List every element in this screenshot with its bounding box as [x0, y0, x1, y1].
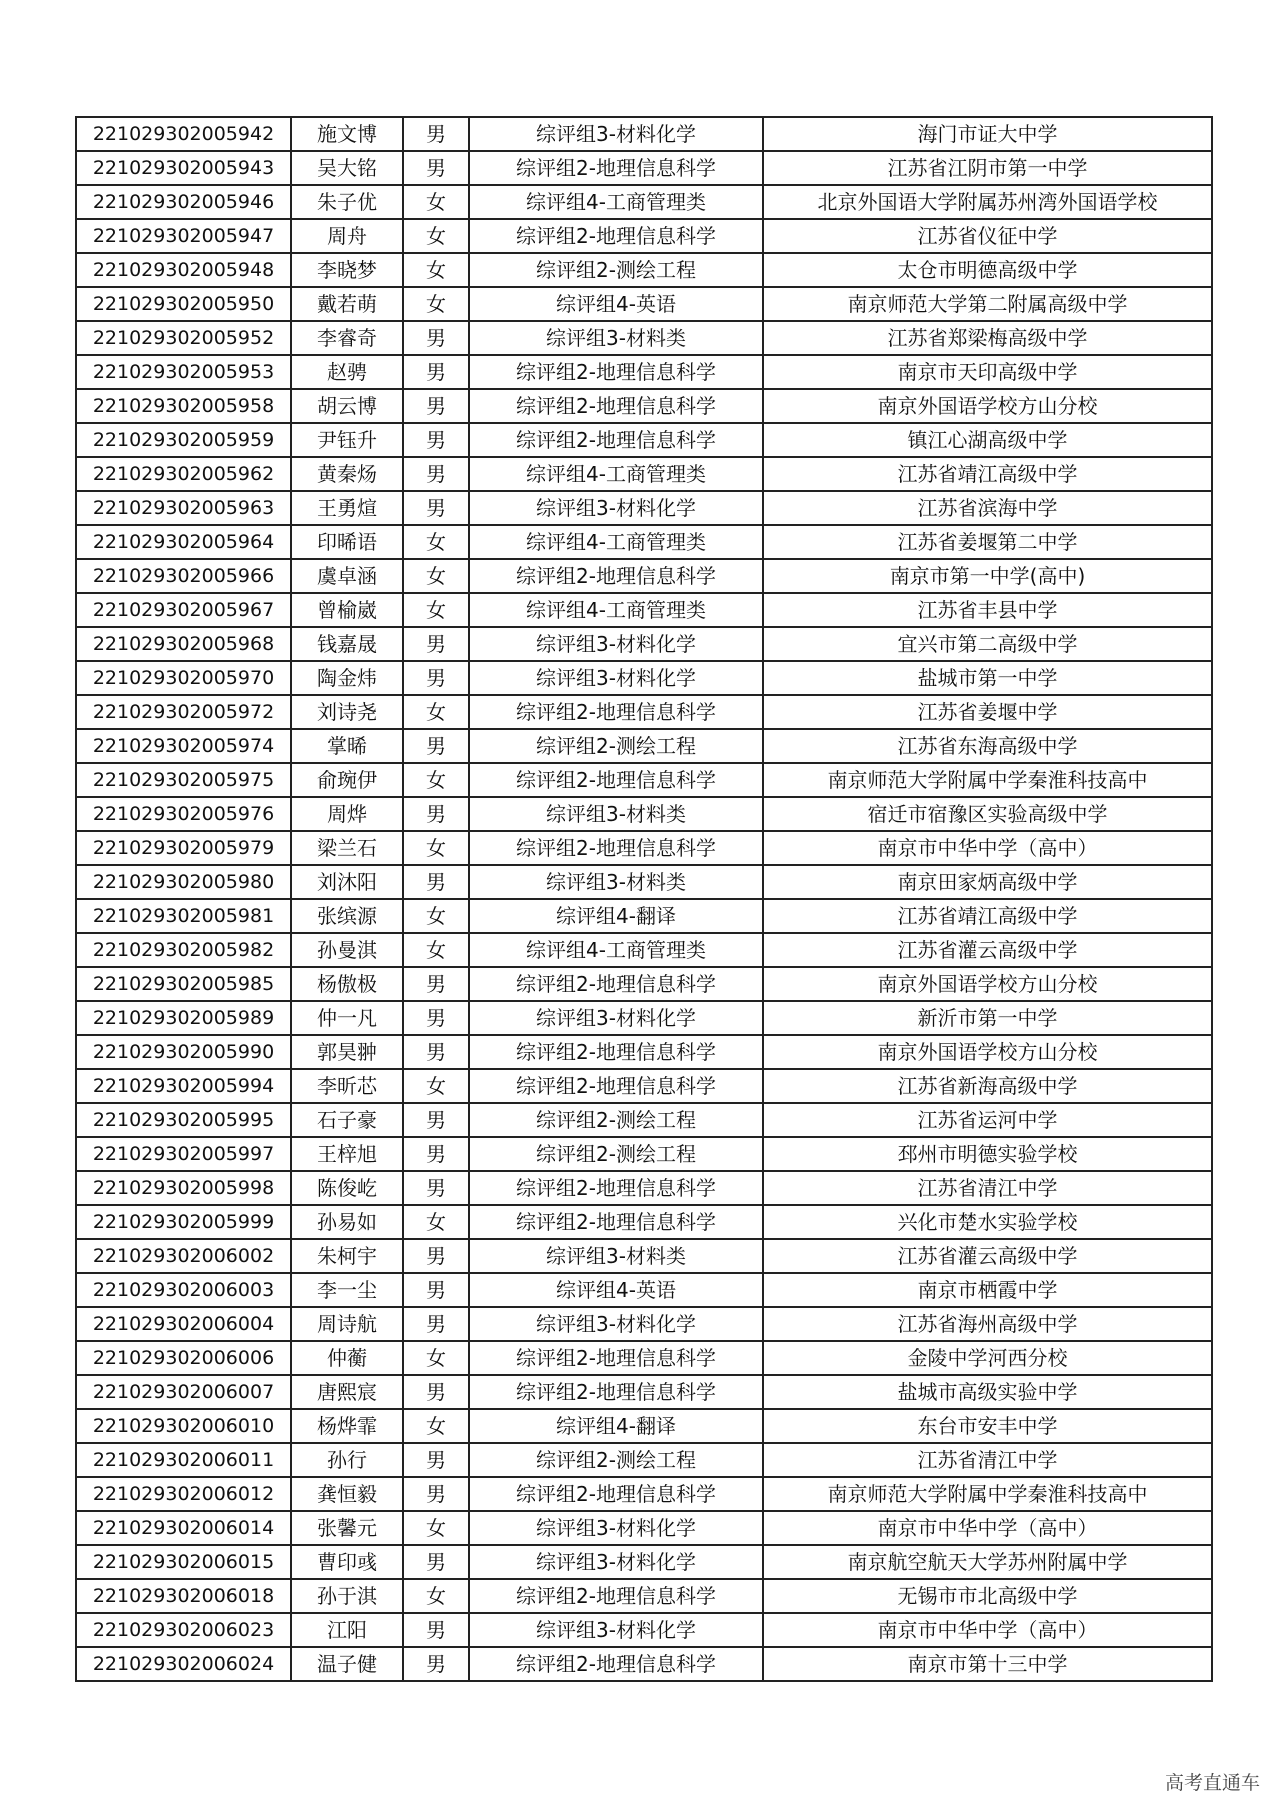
- student-id-cell: 221029302005989: [76, 1001, 291, 1035]
- school-cell: 江苏省灌云高级中学: [763, 933, 1212, 967]
- school-cell: 南京市中华中学（高中）: [763, 1511, 1212, 1545]
- major-group-cell: 综评组2-测绘工程: [469, 253, 763, 287]
- table-row: [76, 933, 1212, 967]
- major-group-cell: 综评组2-地理信息科学: [469, 831, 763, 865]
- gender-cell: 男: [403, 491, 469, 525]
- school-cell: 南京外国语学校方山分校: [763, 967, 1212, 1001]
- major-group-cell: 综评组3-材料化学: [469, 1511, 763, 1545]
- name-cell: 杨烨霏: [291, 1409, 403, 1443]
- name-cell: 温子健: [291, 1647, 403, 1681]
- table-row: [76, 559, 1212, 593]
- school-cell: 江苏省灌云高级中学: [763, 1239, 1212, 1273]
- gender-cell: 女: [403, 559, 469, 593]
- school-cell: 盐城市第一中学: [763, 661, 1212, 695]
- student-id-cell: 221029302005974: [76, 729, 291, 763]
- table-row: [76, 1069, 1212, 1103]
- student-id-cell: 221029302006011: [76, 1443, 291, 1477]
- gender-cell: 男: [403, 1647, 469, 1681]
- gender-cell: 男: [403, 661, 469, 695]
- major-group-cell: 综评组2-地理信息科学: [469, 1069, 763, 1103]
- school-cell: 南京田家炳高级中学: [763, 865, 1212, 899]
- gender-cell: 女: [403, 933, 469, 967]
- name-cell: 梁兰石: [291, 831, 403, 865]
- major-group-cell: 综评组3-材料类: [469, 797, 763, 831]
- student-id-cell: 221029302005967: [76, 593, 291, 627]
- school-cell: 江苏省靖江高级中学: [763, 457, 1212, 491]
- student-id-cell: 221029302005990: [76, 1035, 291, 1069]
- table-row: [76, 831, 1212, 865]
- table-row: [76, 1001, 1212, 1035]
- major-group-cell: 综评组3-材料类: [469, 1239, 763, 1273]
- school-cell: 镇江心湖高级中学: [763, 423, 1212, 457]
- gender-cell: 女: [403, 695, 469, 729]
- gender-cell: 男: [403, 1171, 469, 1205]
- major-group-cell: 综评组2-地理信息科学: [469, 1205, 763, 1239]
- gender-cell: 女: [403, 1069, 469, 1103]
- major-group-cell: 综评组3-材料化学: [469, 1613, 763, 1647]
- student-id-cell: 221029302005948: [76, 253, 291, 287]
- gender-cell: 女: [403, 1341, 469, 1375]
- student-id-cell: 221029302005950: [76, 287, 291, 321]
- table-row: [76, 1443, 1212, 1477]
- student-id-cell: 221029302006010: [76, 1409, 291, 1443]
- major-group-cell: 综评组4-英语: [469, 287, 763, 321]
- major-group-cell: 综评组2-地理信息科学: [469, 1579, 763, 1613]
- student-id-cell: 221029302005943: [76, 151, 291, 185]
- gender-cell: 男: [403, 389, 469, 423]
- student-id-cell: 221029302006024: [76, 1647, 291, 1681]
- school-cell: 江苏省仪征中学: [763, 219, 1212, 253]
- student-id-cell: 221029302006023: [76, 1613, 291, 1647]
- name-cell: 曹印彧: [291, 1545, 403, 1579]
- gender-cell: 男: [403, 1307, 469, 1341]
- gender-cell: 女: [403, 1409, 469, 1443]
- table-row: [76, 287, 1212, 321]
- name-cell: 王梓旭: [291, 1137, 403, 1171]
- table-row: [76, 1647, 1212, 1681]
- watermark-text: 高考直通车: [1164, 1772, 1260, 1794]
- table-row: [76, 695, 1212, 729]
- table-row: [76, 1613, 1212, 1647]
- major-group-cell: 综评组2-测绘工程: [469, 1103, 763, 1137]
- name-cell: 王勇煊: [291, 491, 403, 525]
- name-cell: 李睿奇: [291, 321, 403, 355]
- school-cell: 无锡市市北高级中学: [763, 1579, 1212, 1613]
- table-row: [76, 457, 1212, 491]
- table-row: [76, 355, 1212, 389]
- gender-cell: 女: [403, 1205, 469, 1239]
- name-cell: 胡云博: [291, 389, 403, 423]
- gender-cell: 男: [403, 1443, 469, 1477]
- table-row: [76, 593, 1212, 627]
- name-cell: 周舟: [291, 219, 403, 253]
- table-row: [76, 1171, 1212, 1205]
- table-row: [76, 1511, 1212, 1545]
- student-id-cell: 221029302006002: [76, 1239, 291, 1273]
- school-cell: 盐城市高级实验中学: [763, 1375, 1212, 1409]
- table-row: [76, 1341, 1212, 1375]
- school-cell: 江苏省姜堰第二中学: [763, 525, 1212, 559]
- major-group-cell: 综评组2-地理信息科学: [469, 423, 763, 457]
- name-cell: 石子豪: [291, 1103, 403, 1137]
- student-id-cell: 221029302005966: [76, 559, 291, 593]
- name-cell: 刘诗尧: [291, 695, 403, 729]
- major-group-cell: 综评组3-材料化学: [469, 1545, 763, 1579]
- student-id-cell: 221029302006015: [76, 1545, 291, 1579]
- gender-cell: 女: [403, 1511, 469, 1545]
- student-id-cell: 221029302006014: [76, 1511, 291, 1545]
- name-cell: 张馨元: [291, 1511, 403, 1545]
- school-cell: 南京外国语学校方山分校: [763, 389, 1212, 423]
- student-id-cell: 221029302005942: [76, 117, 291, 151]
- school-cell: 南京市第一中学(高中): [763, 559, 1212, 593]
- major-group-cell: 综评组4-工商管理类: [469, 933, 763, 967]
- major-group-cell: 综评组2-地理信息科学: [469, 763, 763, 797]
- student-id-cell: 221029302006006: [76, 1341, 291, 1375]
- name-cell: 陶金炜: [291, 661, 403, 695]
- gender-cell: 男: [403, 457, 469, 491]
- student-id-cell: 221029302005994: [76, 1069, 291, 1103]
- name-cell: 曾榆崴: [291, 593, 403, 627]
- major-group-cell: 综评组2-地理信息科学: [469, 389, 763, 423]
- major-group-cell: 综评组3-材料化学: [469, 627, 763, 661]
- school-cell: 南京市天印高级中学: [763, 355, 1212, 389]
- table-row: [76, 967, 1212, 1001]
- name-cell: 施文博: [291, 117, 403, 151]
- gender-cell: 男: [403, 355, 469, 389]
- school-cell: 宿迁市宿豫区实验高级中学: [763, 797, 1212, 831]
- school-cell: 江苏省滨海中学: [763, 491, 1212, 525]
- school-cell: 南京航空航天大学苏州附属中学: [763, 1545, 1212, 1579]
- school-cell: 兴化市楚水实验学校: [763, 1205, 1212, 1239]
- major-group-cell: 综评组4-翻译: [469, 1409, 763, 1443]
- roster-body: [76, 117, 1212, 1681]
- gender-cell: 男: [403, 1545, 469, 1579]
- table-row: [76, 1035, 1212, 1069]
- table-row: [76, 1307, 1212, 1341]
- table-row: [76, 1137, 1212, 1171]
- student-id-cell: 221029302005998: [76, 1171, 291, 1205]
- gender-cell: 男: [403, 1375, 469, 1409]
- name-cell: 刘沐阳: [291, 865, 403, 899]
- name-cell: 李晓梦: [291, 253, 403, 287]
- student-id-cell: 221029302006018: [76, 1579, 291, 1613]
- table-row: [76, 423, 1212, 457]
- table-row: [76, 1477, 1212, 1511]
- school-cell: 北京外国语大学附属苏州湾外国语学校: [763, 185, 1212, 219]
- major-group-cell: 综评组2-测绘工程: [469, 729, 763, 763]
- student-id-cell: 221029302005968: [76, 627, 291, 661]
- name-cell: 孙易如: [291, 1205, 403, 1239]
- name-cell: 周烨: [291, 797, 403, 831]
- gender-cell: 男: [403, 1001, 469, 1035]
- school-cell: 南京市栖霞中学: [763, 1273, 1212, 1307]
- school-cell: 南京外国语学校方山分校: [763, 1035, 1212, 1069]
- student-id-cell: 221029302005999: [76, 1205, 291, 1239]
- gender-cell: 男: [403, 1477, 469, 1511]
- gender-cell: 女: [403, 763, 469, 797]
- gender-cell: 女: [403, 185, 469, 219]
- table-row: [76, 321, 1212, 355]
- school-cell: 太仓市明德高级中学: [763, 253, 1212, 287]
- gender-cell: 男: [403, 321, 469, 355]
- gender-cell: 女: [403, 525, 469, 559]
- table-row: [76, 219, 1212, 253]
- name-cell: 黄秦炀: [291, 457, 403, 491]
- major-group-cell: 综评组2-地理信息科学: [469, 1647, 763, 1681]
- major-group-cell: 综评组4-工商管理类: [469, 593, 763, 627]
- name-cell: 掌晞: [291, 729, 403, 763]
- table-row: [76, 1579, 1212, 1613]
- table-row: [76, 185, 1212, 219]
- school-cell: 南京市第十三中学: [763, 1647, 1212, 1681]
- name-cell: 赵骋: [291, 355, 403, 389]
- major-group-cell: 综评组2-测绘工程: [469, 1137, 763, 1171]
- major-group-cell: 综评组2-地理信息科学: [469, 355, 763, 389]
- major-group-cell: 综评组2-地理信息科学: [469, 151, 763, 185]
- name-cell: 周诗航: [291, 1307, 403, 1341]
- major-group-cell: 综评组3-材料化学: [469, 661, 763, 695]
- table-row: [76, 899, 1212, 933]
- major-group-cell: 综评组2-测绘工程: [469, 1443, 763, 1477]
- table-row: [76, 797, 1212, 831]
- gender-cell: 男: [403, 797, 469, 831]
- student-id-cell: 221029302005995: [76, 1103, 291, 1137]
- table-row: [76, 1273, 1212, 1307]
- table-row: [76, 1205, 1212, 1239]
- major-group-cell: 综评组3-材料化学: [469, 117, 763, 151]
- gender-cell: 男: [403, 627, 469, 661]
- gender-cell: 女: [403, 219, 469, 253]
- gender-cell: 男: [403, 1239, 469, 1273]
- table-row: [76, 1103, 1212, 1137]
- student-id-cell: 221029302005964: [76, 525, 291, 559]
- table-row: [76, 627, 1212, 661]
- major-group-cell: 综评组2-地理信息科学: [469, 695, 763, 729]
- table-row: [76, 1375, 1212, 1409]
- table-row: [76, 253, 1212, 287]
- major-group-cell: 综评组4-工商管理类: [469, 185, 763, 219]
- student-id-cell: 221029302005962: [76, 457, 291, 491]
- name-cell: 钱嘉晟: [291, 627, 403, 661]
- student-id-cell: 221029302005979: [76, 831, 291, 865]
- name-cell: 尹钰升: [291, 423, 403, 457]
- name-cell: 龚恒毅: [291, 1477, 403, 1511]
- major-group-cell: 综评组2-地理信息科学: [469, 1035, 763, 1069]
- school-cell: 新沂市第一中学: [763, 1001, 1212, 1035]
- gender-cell: 男: [403, 117, 469, 151]
- major-group-cell: 综评组4-工商管理类: [469, 457, 763, 491]
- gender-cell: 男: [403, 423, 469, 457]
- student-id-cell: 221029302005959: [76, 423, 291, 457]
- student-id-cell: 221029302006003: [76, 1273, 291, 1307]
- student-id-cell: 221029302005976: [76, 797, 291, 831]
- student-id-cell: 221029302006007: [76, 1375, 291, 1409]
- table-row: [76, 151, 1212, 185]
- gender-cell: 男: [403, 1137, 469, 1171]
- major-group-cell: 综评组4-工商管理类: [469, 525, 763, 559]
- name-cell: 孙行: [291, 1443, 403, 1477]
- name-cell: 孙曼淇: [291, 933, 403, 967]
- table-row: [76, 389, 1212, 423]
- gender-cell: 男: [403, 729, 469, 763]
- school-cell: 南京市中华中学（高中）: [763, 1613, 1212, 1647]
- student-id-cell: 221029302006004: [76, 1307, 291, 1341]
- major-group-cell: 综评组2-地理信息科学: [469, 1171, 763, 1205]
- table-row: [76, 117, 1212, 151]
- major-group-cell: 综评组3-材料化学: [469, 1307, 763, 1341]
- gender-cell: 女: [403, 253, 469, 287]
- gender-cell: 男: [403, 1613, 469, 1647]
- name-cell: 虞卓涵: [291, 559, 403, 593]
- table-row: [76, 1239, 1212, 1273]
- name-cell: 唐熙宸: [291, 1375, 403, 1409]
- gender-cell: 男: [403, 1103, 469, 1137]
- table-row: [76, 763, 1212, 797]
- major-group-cell: 综评组2-地理信息科学: [469, 1477, 763, 1511]
- school-cell: 江苏省清江中学: [763, 1171, 1212, 1205]
- table-row: [76, 661, 1212, 695]
- school-cell: 江苏省清江中学: [763, 1443, 1212, 1477]
- table-row: [76, 1409, 1212, 1443]
- major-group-cell: 综评组2-地理信息科学: [469, 967, 763, 1001]
- gender-cell: 男: [403, 865, 469, 899]
- name-cell: 朱柯宇: [291, 1239, 403, 1273]
- name-cell: 李昕芯: [291, 1069, 403, 1103]
- school-cell: 南京市中华中学（高中）: [763, 831, 1212, 865]
- major-group-cell: 综评组3-材料类: [469, 321, 763, 355]
- student-id-cell: 221029302006012: [76, 1477, 291, 1511]
- name-cell: 陈俊屹: [291, 1171, 403, 1205]
- school-cell: 南京师范大学附属中学秦淮科技高中: [763, 1477, 1212, 1511]
- school-cell: 江苏省姜堰中学: [763, 695, 1212, 729]
- school-cell: 江苏省靖江高级中学: [763, 899, 1212, 933]
- student-id-cell: 221029302005952: [76, 321, 291, 355]
- gender-cell: 男: [403, 1035, 469, 1069]
- school-cell: 南京师范大学第二附属高级中学: [763, 287, 1212, 321]
- name-cell: 杨傲极: [291, 967, 403, 1001]
- gender-cell: 女: [403, 287, 469, 321]
- student-id-cell: 221029302005970: [76, 661, 291, 695]
- major-group-cell: 综评组3-材料化学: [469, 491, 763, 525]
- gender-cell: 女: [403, 899, 469, 933]
- name-cell: 张缤源: [291, 899, 403, 933]
- name-cell: 孙于淇: [291, 1579, 403, 1613]
- name-cell: 江阳: [291, 1613, 403, 1647]
- school-cell: 江苏省海州高级中学: [763, 1307, 1212, 1341]
- table-row: [76, 865, 1212, 899]
- school-cell: 金陵中学河西分校: [763, 1341, 1212, 1375]
- name-cell: 朱子优: [291, 185, 403, 219]
- major-group-cell: 综评组2-地理信息科学: [469, 1341, 763, 1375]
- major-group-cell: 综评组4-翻译: [469, 899, 763, 933]
- student-id-cell: 221029302005953: [76, 355, 291, 389]
- school-cell: 海门市证大中学: [763, 117, 1212, 151]
- student-id-cell: 221029302005958: [76, 389, 291, 423]
- school-cell: 宜兴市第二高级中学: [763, 627, 1212, 661]
- name-cell: 吴大铭: [291, 151, 403, 185]
- gender-cell: 男: [403, 1273, 469, 1307]
- school-cell: 江苏省东海高级中学: [763, 729, 1212, 763]
- name-cell: 郭昊翀: [291, 1035, 403, 1069]
- major-group-cell: 综评组2-地理信息科学: [469, 219, 763, 253]
- school-cell: 江苏省新海高级中学: [763, 1069, 1212, 1103]
- major-group-cell: 综评组2-地理信息科学: [469, 559, 763, 593]
- major-group-cell: 综评组2-地理信息科学: [469, 1375, 763, 1409]
- student-id-cell: 221029302005985: [76, 967, 291, 1001]
- name-cell: 俞琬伊: [291, 763, 403, 797]
- gender-cell: 女: [403, 831, 469, 865]
- table-row: [76, 1545, 1212, 1579]
- school-cell: 江苏省丰县中学: [763, 593, 1212, 627]
- student-id-cell: 221029302005975: [76, 763, 291, 797]
- student-id-cell: 221029302005981: [76, 899, 291, 933]
- gender-cell: 男: [403, 151, 469, 185]
- name-cell: 戴若萌: [291, 287, 403, 321]
- name-cell: 印晞语: [291, 525, 403, 559]
- school-cell: 江苏省郑梁梅高级中学: [763, 321, 1212, 355]
- gender-cell: 男: [403, 967, 469, 1001]
- gender-cell: 女: [403, 593, 469, 627]
- major-group-cell: 综评组3-材料类: [469, 865, 763, 899]
- student-id-cell: 221029302005947: [76, 219, 291, 253]
- school-cell: 邳州市明德实验学校: [763, 1137, 1212, 1171]
- student-id-cell: 221029302005982: [76, 933, 291, 967]
- student-id-cell: 221029302005946: [76, 185, 291, 219]
- table-row: [76, 729, 1212, 763]
- roster-table: [75, 116, 1213, 1682]
- school-cell: 江苏省江阴市第一中学: [763, 151, 1212, 185]
- table-row: [76, 525, 1212, 559]
- table-row: [76, 491, 1212, 525]
- name-cell: 李一尘: [291, 1273, 403, 1307]
- school-cell: 东台市安丰中学: [763, 1409, 1212, 1443]
- student-id-cell: 221029302005997: [76, 1137, 291, 1171]
- school-cell: 南京师范大学附属中学秦淮科技高中: [763, 763, 1212, 797]
- student-id-cell: 221029302005963: [76, 491, 291, 525]
- student-id-cell: 221029302005972: [76, 695, 291, 729]
- major-group-cell: 综评组3-材料化学: [469, 1001, 763, 1035]
- student-id-cell: 221029302005980: [76, 865, 291, 899]
- school-cell: 江苏省运河中学: [763, 1103, 1212, 1137]
- name-cell: 仲一凡: [291, 1001, 403, 1035]
- gender-cell: 女: [403, 1579, 469, 1613]
- major-group-cell: 综评组4-英语: [469, 1273, 763, 1307]
- name-cell: 仲蘅: [291, 1341, 403, 1375]
